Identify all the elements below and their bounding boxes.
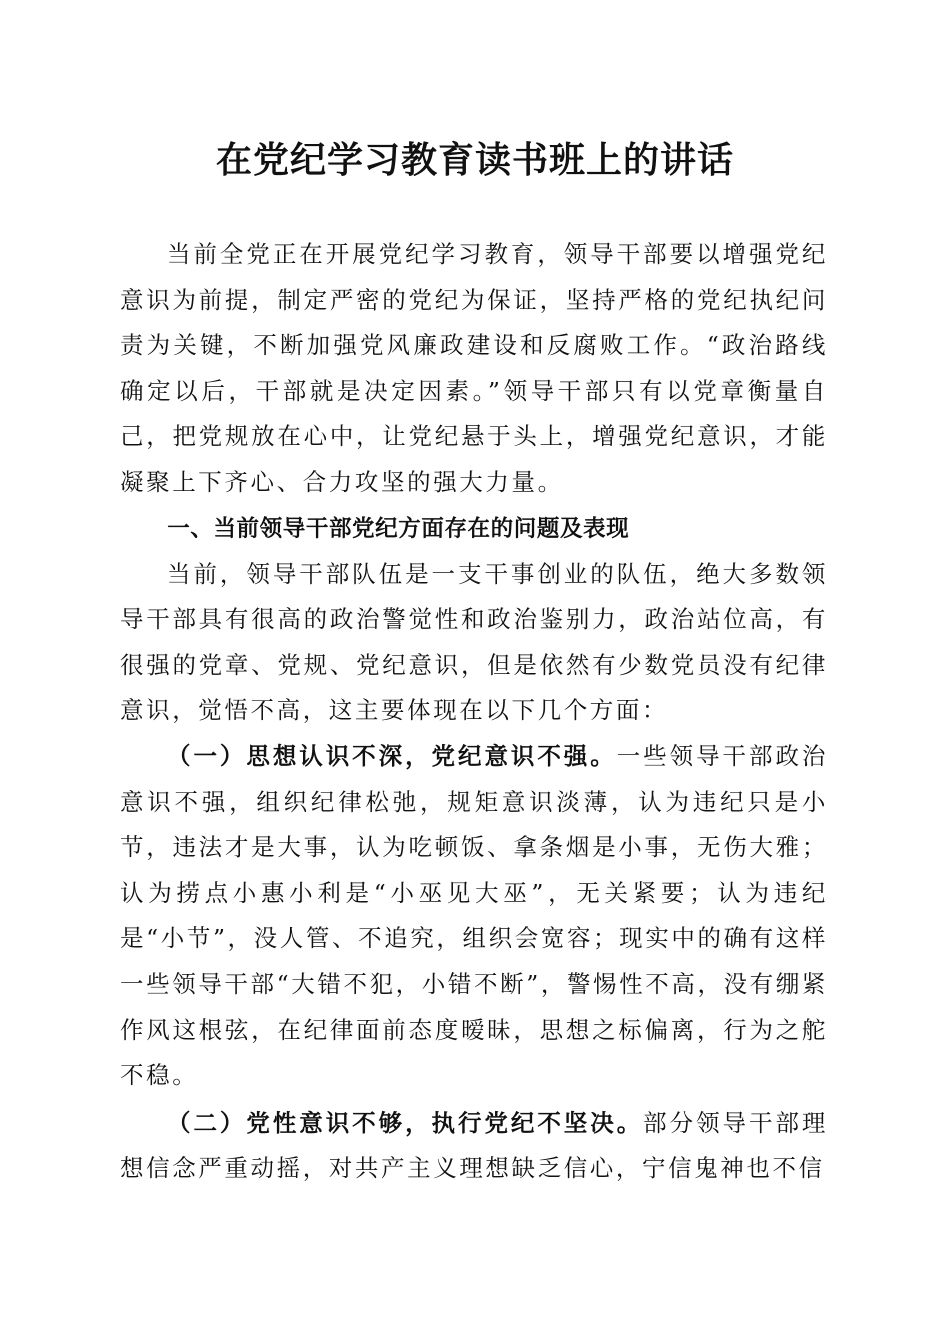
point-one-text: 一些领导干部政治意识不强，组织纪律松弛，规矩意识淡薄，认为违纪只是小节，违法才是大事，认为吃顿饭、拿条烟是小事，无伤大雅；认为捞点小惠小利是“小巫见大巫”，无关紧要；认为违纪是“小节”，没人管、不追究，组织会宽容；现实中的确有这样一些领导干部“大错不犯，小错不断”，警惕性不高，没有绷紧作风这根弦，在纪律面前态度暧昧，思想之标偏离，行为之舵不稳。 (120, 741, 828, 1090)
point-two-paragraph (120, 1101, 828, 1192)
point-two-text: 部分领导干部理想信念严重动摇，对共产主义理想缺乏信心，宁信鬼神也不信 (120, 1108, 828, 1183)
point-one-lead: （一）思想认识不深，党纪意识不强。 (167, 741, 617, 770)
point-one-paragraph (120, 734, 828, 1099)
section-heading: 一、当前领导干部党纪方面存在的问题及表现 (167, 515, 630, 542)
intro-paragraph: 当前全党正在开展党纪学习教育，领导干部要以增强党纪意识为前提，制定严密的党纪为保证，坚持严格的党纪执纪问责为关键，不断加强党风廉政建设和反腐败工作。“政治路线确定以后，干部就是决定因素。”领导干部只有以党章衡量自己，把党规放在心中，让党纪悬于头上，增强党纪意识，才能凝聚上下齐心、合力攻坚的强大力量。 (120, 240, 828, 496)
point-two-lead: （二）党性意识不够，执行党纪不坚决。 (167, 1108, 644, 1137)
document-title: 在党纪学习教育读书班上的讲话 (215, 139, 734, 181)
section-intro-paragraph: 当前，领导干部队伍是一支干事创业的队伍，绝大多数领导干部具有很高的政治警觉性和政治鉴别力，政治站位高，有很强的党章、党规、党纪意识，但是依然有少数党员没有纪律意识，觉悟不高，这主要体现在以下几个方面： (120, 559, 828, 725)
document-body (120, 232, 828, 1192)
